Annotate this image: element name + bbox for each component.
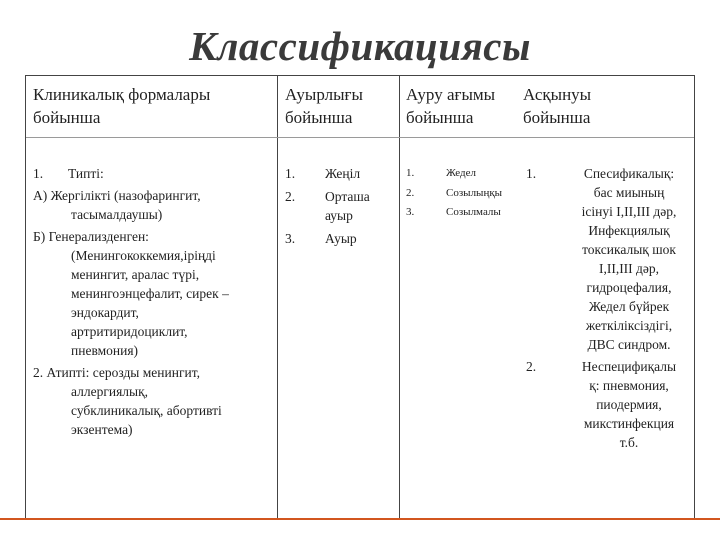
disease-course-cell [406, 166, 521, 220]
column-divider [399, 76, 400, 519]
generalized-form: Б) Генерализденген: (Менингококкемия,іріңді менингит, аралас түрі, менингоэнцефалит, сирек – эндокардит, артритиридоциклит, пневмония) [33, 229, 229, 358]
course-item: 2. Созылыңқы [406, 186, 503, 199]
typical-item: 1. Типті: [33, 166, 104, 181]
severity-item: 2. Орташа ауыр [285, 189, 370, 223]
local-form: А) Жергілікті (назофарингит, тасымалдаушы) [33, 188, 201, 222]
atypical-form: 2. Атипті: серозды менингит, аллергиялық, субклиникалық, абортивті экзентема) [33, 365, 222, 437]
column-divider [277, 76, 278, 519]
classification-table [25, 75, 695, 520]
header-divider [26, 137, 694, 138]
severity-cell [285, 164, 395, 248]
header-disease-course: Ауру ағымы бойынша [406, 85, 496, 127]
header-severity: Ауырлығы бойынша [285, 85, 363, 127]
header-clinical-forms: Клиникалық формалары бойынша [33, 85, 211, 127]
complications-cell [523, 164, 693, 452]
complication-specific: 1. Спесификалық: бас миының ісінуі І,ІІ,ІІІ дәр, Инфекциялық токсикалық шок І,ІІ,ІІІ дәр, гидроцефалия, Жедел бүйрек жеткіліксіздігі, ДВС синдром. [526, 166, 677, 352]
clinical-forms-cell [33, 164, 273, 442]
severity-item: 3. Ауыр [285, 231, 357, 246]
page-title: Классификациясы [189, 23, 531, 69]
course-item: 3. Созылмалы [406, 206, 501, 218]
severity-item: 1. Жеңіл [285, 166, 361, 181]
footer-accent-line [0, 518, 720, 520]
header-complications: Асқынуы бойынша [523, 85, 592, 127]
complication-nonspecific: 2. Неспецифиқалы қ: пневмония, пиодермия, микстинфекция т.б. [526, 359, 677, 450]
course-item: 1. Жедел [406, 167, 477, 179]
